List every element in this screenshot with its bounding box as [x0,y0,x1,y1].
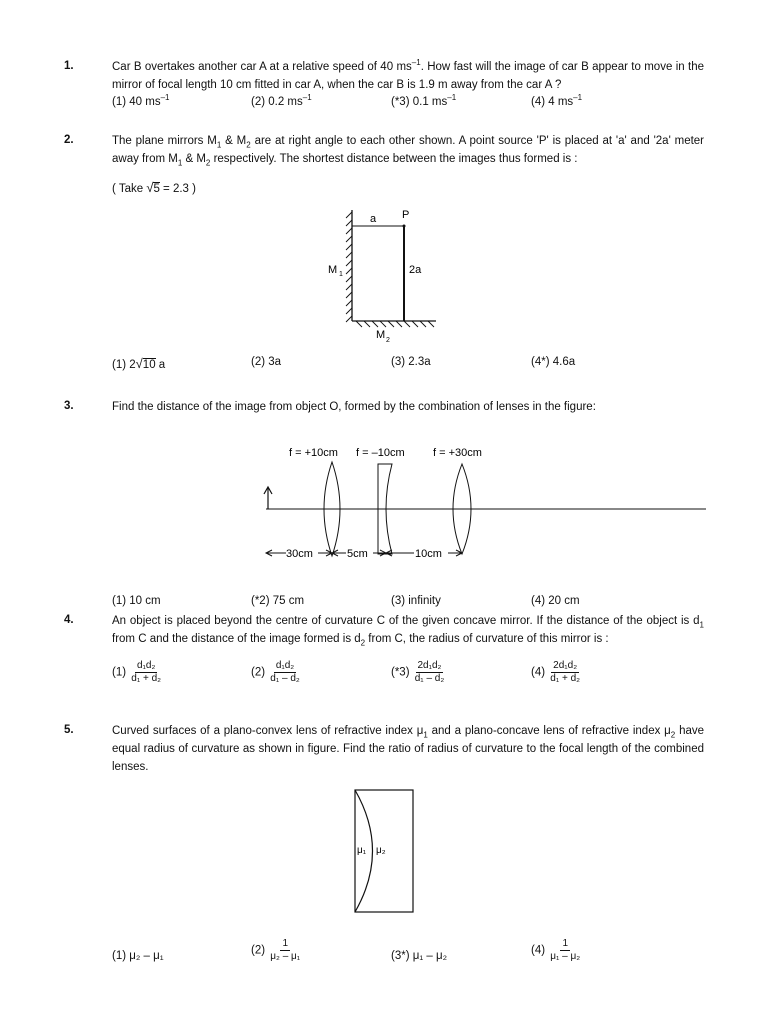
question-3-number: 3. [64,400,74,412]
label-m2: M [376,329,386,341]
q3-option-1: (1) 10 cm [112,595,161,607]
lens-diagram [256,440,716,570]
q2-option-3: (3) 2.3a [391,356,431,368]
mirror-diagram [320,200,450,350]
q3-option-2: (*2) 75 cm [251,595,305,607]
q4-option-4: (4) $\frac{\text{2d₁d₂}}{\text{d₁ + d₂}}$ [531,660,581,684]
label-m1-sub: 1 [339,271,343,278]
q5-option-4: (4) $\frac{1}{\text{μ₁ – μ₂}}$ [531,938,581,962]
q2-option-1: (1) 2√10 a [112,356,166,371]
distance-3: 10cm [415,548,442,560]
q2-take-note: ( Take √5 = 2.3 ) [112,180,196,195]
label-a: a [370,213,377,225]
q5-option-3: (3*) μ₁ – μ₂ [391,950,448,962]
q4-option-3: (*3) $\frac{\text{2d₁d₂}}{\text{d₁ – d₂}}$ [391,660,445,684]
q1-option-2: (2) 0.2 $ms^{-1}$ [251,93,312,108]
question-4-text: An object is placed beyond the centre of curvature C of the given concave mirror. If the distance of the object is $d_1$ from C and the distance of the image formed is $d_2$ from C, the radius of curvature of this mirror is : [112,615,704,648]
label-mu1: μ₁ [357,845,367,856]
question-5-text: Curved surfaces of a plano-convex lens of refractive index $\mu_1$ and a plano-concave lens of refractive index $\mu_2$ have equal radius of curvature as shown in figure. Find the ratio of radius of curvature to the focal length of the combined lenses. [112,725,705,773]
question-3-text: Find the distance of the image from object O, formed by the combination of lenses in the figure: [112,401,596,413]
question-5-number: 5. [64,724,74,736]
question-1-number: 1. [64,60,74,72]
q5-option-2: (2) $\frac{1}{\text{μ₂ – μ₁}}$ [251,938,301,962]
question-2-text: The plane mirrors $M_1$ & $M_2$ are at right angle to each other shown. A point source 'P' is placed at 'a' and '2a' meter away from $M_1$ & $M_2$ respectively. The shortest distance between the images thus formed is : [112,135,705,168]
point-source-p [403,225,406,228]
q3-option-3: (3) infinity [391,595,441,607]
label-m1: M [328,264,338,276]
label-2a: 2a [409,264,422,276]
q4-option-1: (1) $\frac{\text{d₁d₂}}{\text{d₁ + d₂}}$ [112,660,162,684]
q2-option-2: (2) 3a [251,356,282,368]
distance-1: 30cm [286,548,313,560]
q4-option-2: (2) $\frac{\text{d₁d₂}}{\text{d₁ – d₂}}$ [251,660,300,684]
lens-3-focal: f = +30cm [433,447,482,459]
q1-option-3: (*3) 0.1 $ms^{-1}$ [391,93,457,108]
lens-1-focal: f = +10cm [289,447,338,459]
question-1-text: Car B overtakes another car A at a relative speed of 40 $ms^{-1}$. How fast will the image of car B appear to move in the mirror of focal length 10 cm fitted in car A, when the car B is 1.9 m away from the car A ? [112,58,704,91]
distance-2: 5cm [347,548,368,560]
label-mu2: μ₂ [376,845,386,856]
question-4-number: 4. [64,614,74,626]
q1-option-4: (4) 4 $ms^{-1}$ [531,93,583,108]
q1-option-1: (1) 40 $ms^{-1}$ [112,93,170,108]
label-p: P [402,209,410,221]
lens-2-focal: f = –10cm [356,447,405,459]
q2-option-4: (4*) 4.6a [531,356,576,368]
q3-option-4: (4) 20 cm [531,595,580,607]
question-2-number: 2. [64,134,74,146]
label-m2-sub: 2 [386,337,390,344]
q5-option-1: (1) μ₂ – μ₁ [112,950,164,962]
lens-combination-diagram [350,786,420,916]
